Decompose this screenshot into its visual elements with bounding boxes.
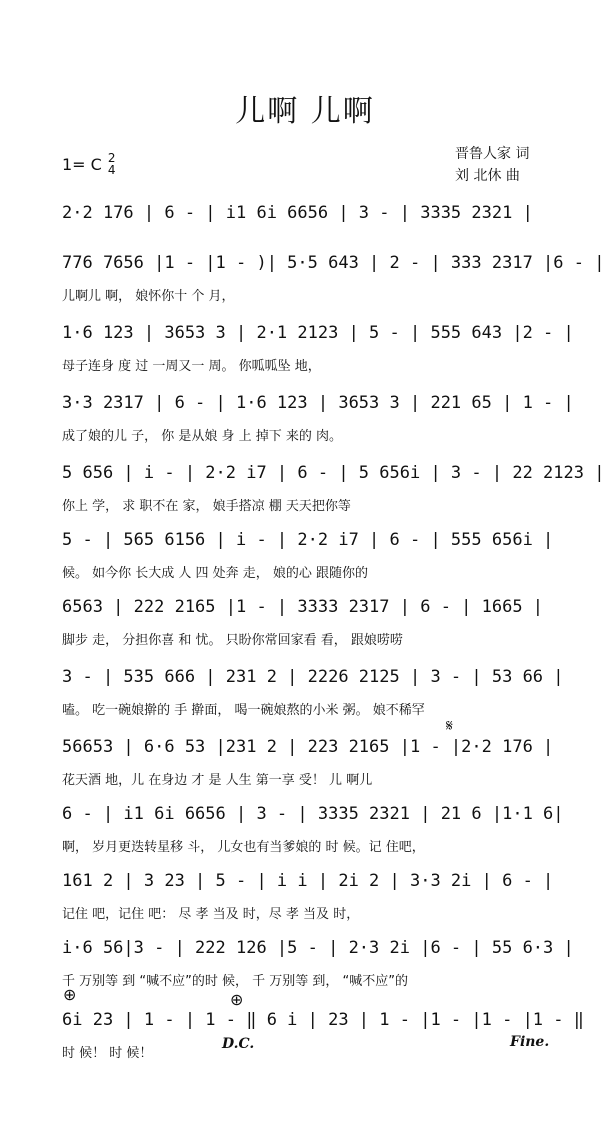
lyrics-line: 成了娘的儿 子， 你 是从娘 身 上 掉下 来的 肉。: [62, 429, 343, 444]
coda-icon: ⊕: [63, 985, 77, 1004]
score-row: [0, 463, 610, 525]
score-row: [0, 530, 610, 592]
lyrics-line: 你上 学， 求 职不在 家， 娘手搭凉 棚 天天把你等: [62, 499, 351, 514]
lyrics-line: 啊， 岁月更迭转星移 斗， 儿女也有当爹娘的 时 候。记 住吧，: [62, 840, 425, 855]
score-row: [0, 323, 610, 385]
notes-line: 1·6 123 | 3653 3 | 2·1 2123 | 5 - | 555 643 |2 - |: [62, 323, 574, 343]
lyrics-line: 嗑。 吃一碗娘擀的 手 擀面， 喝一碗娘熬的小米 粥。 娘不稀罕: [62, 703, 425, 718]
notes-line: 2·2 176 | 6 - | i1 6i 6656 | 3 - | 3335 2321 |: [62, 203, 533, 223]
segno-icon: 𝄋: [446, 716, 453, 735]
time-signature: [108, 152, 116, 176]
time-signature-bottom: 4: [107, 163, 116, 177]
score-row: [0, 938, 610, 1000]
notes-line: 776 7656 |1 - |1 - )| 5·5 643 | 2 - | 333 2317 |6 - |: [62, 253, 605, 273]
notes-line: 56653 | 6·6 53 |231 2 | 223 2165 |1 - |2·2 176 |: [62, 737, 554, 757]
lyricist-credit: 晋鲁人家 词: [455, 146, 530, 162]
key-signature: [62, 152, 115, 176]
notes-line: i·6 56|3 - | 222 126 |5 - | 2·3 2i |6 - | 55 6·3 |: [62, 938, 574, 958]
notes-line: 3 - | 535 666 | 231 2 | 2226 2125 | 3 - | 53 66 |: [62, 667, 564, 687]
notes-line: 6 - | i1 6i 6656 | 3 - | 3335 2321 | 21 6 |1·1 6|: [62, 804, 564, 824]
score-row: [0, 737, 610, 799]
score-row: [0, 667, 610, 729]
score-row: [0, 804, 610, 866]
lyrics-line: 儿啊儿 啊， 娘怀你十 个 月，: [62, 289, 235, 304]
score-row: [0, 871, 610, 933]
notes-line: 161 2 | 3 23 | 5 - | i i | 2i 2 | 3·3 2i | 6 - |: [62, 871, 554, 891]
composer-credit: 刘 北休 曲: [455, 168, 520, 184]
key-label: 1= C: [62, 154, 102, 174]
dc-mark: D.C.: [222, 1036, 255, 1052]
lyrics-line: 千 万别等 到 “喊不应”的时 候， 千 万别等 到， “喊不应”的: [62, 974, 408, 989]
notes-line: 5 - | 565 6156 | i - | 2·2 i7 | 6 - | 555 656i |: [62, 530, 554, 550]
lyrics-line: 时 候！ 时 候！: [62, 1046, 153, 1061]
lyrics-line: 候。 如今你 长大成 人 四 处奔 走， 娘的心 跟随你的: [62, 566, 369, 581]
lyrics-line: 脚步 走， 分担你喜 和 忧。 只盼你常回家看 看， 跟娘唠唠: [62, 633, 403, 648]
score-row: [0, 253, 610, 315]
notes-line: 6563 | 222 2165 |1 - | 3333 2317 | 6 - | 1665 |: [62, 597, 544, 617]
lyrics-line: 母子连身 度 过 一周又一 周。 你呱呱坠 地，: [62, 359, 321, 374]
notes-line: 3·3 2317 | 6 - | 1·6 123 | 3653 3 | 221 65 | 1 - |: [62, 393, 574, 413]
fine-mark: Fine.: [510, 1034, 550, 1050]
notes-line: 5 656 | i - | 2·2 i7 | 6 - | 5 656i | 3 - | 22 2123 |: [62, 463, 605, 483]
score-row: [0, 597, 610, 659]
song-title: 儿啊 儿啊: [235, 94, 375, 129]
lyrics-line: 记住 吧，记住 吧： 尽 孝 当及 时，尽 孝 当及 时，: [62, 907, 360, 922]
score-row: [0, 393, 610, 455]
time-signature-top: 2: [107, 151, 116, 165]
lyrics-line: 花天酒 地，儿 在身边 才 是 人生 第一享 受！ 儿 啊儿: [62, 773, 373, 788]
notes-line: 6i 23 | 1 - | 1 - ‖ 6 i | 23 | 1 - |1 - |1 - |1 - ‖: [62, 1010, 584, 1030]
credits: [455, 143, 529, 187]
coda-icon: ⊕: [230, 990, 244, 1009]
